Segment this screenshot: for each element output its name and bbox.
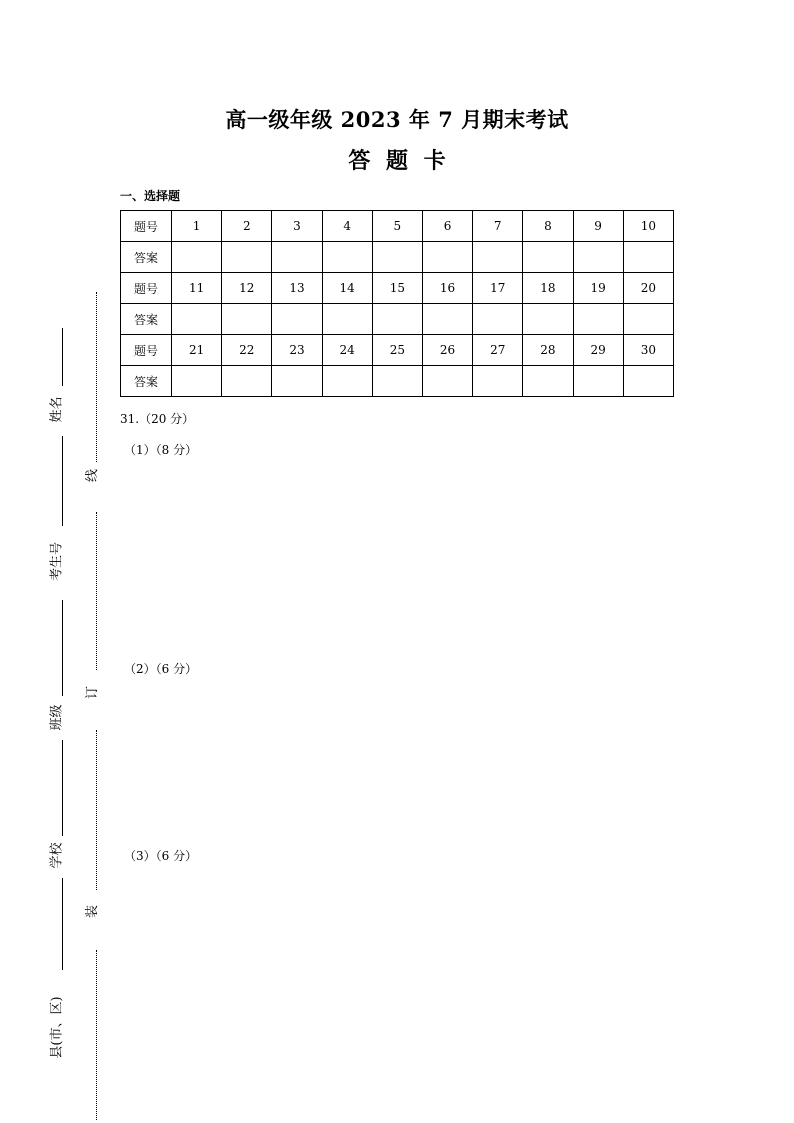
question-31-part-3: （3）（6 分） (124, 849, 198, 863)
row-label-number: 题号 (121, 273, 172, 304)
answer-cell[interactable] (422, 366, 472, 397)
name-field-label: 姓名 (49, 396, 65, 423)
answer-cell[interactable] (623, 366, 673, 397)
answer-cell[interactable] (473, 242, 523, 273)
answer-cell[interactable] (372, 366, 422, 397)
answer-cell[interactable] (272, 304, 322, 335)
school-field-line[interactable] (62, 878, 63, 970)
question-number-cell: 17 (473, 273, 523, 304)
question-number-cell: 6 (422, 211, 472, 242)
table-row (121, 273, 674, 304)
question-number-cell: 13 (272, 273, 322, 304)
question-number-cell: 9 (573, 211, 623, 242)
answer-grid (120, 210, 674, 397)
question-31-part-1: （1）（8 分） (124, 443, 198, 457)
candidate-number-field-label: 考生号 (49, 542, 65, 582)
question-number-cell: 26 (422, 335, 472, 366)
question-number-cell: 25 (372, 335, 422, 366)
page-subtitle: 答 题 卡 (348, 149, 446, 174)
answer-cell[interactable] (272, 242, 322, 273)
question-31-part-2: （2）（6 分） (124, 662, 198, 676)
question-number-cell: 16 (422, 273, 472, 304)
question-number-cell: 8 (523, 211, 573, 242)
seal-marker-line: 线 (85, 468, 101, 483)
answer-cell[interactable] (473, 366, 523, 397)
name-field-line-lower[interactable] (62, 436, 63, 526)
question-number-cell: 29 (573, 335, 623, 366)
answer-cell[interactable] (222, 242, 272, 273)
answer-cell[interactable] (422, 304, 472, 335)
row-label-number: 题号 (121, 335, 172, 366)
seal-dotted-line (96, 512, 97, 670)
answer-cell[interactable] (422, 242, 472, 273)
question-number-cell: 12 (222, 273, 272, 304)
answer-cell[interactable] (473, 304, 523, 335)
question-number-cell: 23 (272, 335, 322, 366)
seal-dotted-line (96, 292, 97, 462)
answer-cell[interactable] (573, 366, 623, 397)
question-number-cell: 30 (623, 335, 673, 366)
school-field-label: 学校 (49, 842, 65, 869)
row-label-answer: 答案 (121, 242, 172, 273)
question-number-cell: 19 (573, 273, 623, 304)
question-number-cell: 27 (473, 335, 523, 366)
row-label-answer: 答案 (121, 366, 172, 397)
answer-cell[interactable] (222, 366, 272, 397)
question-number-cell: 2 (222, 211, 272, 242)
question-number-cell: 4 (322, 211, 372, 242)
question-number-cell: 1 (172, 211, 222, 242)
question-31-heading: 31.（20 分） (120, 412, 195, 426)
county-field-label: 县(市、区) (49, 996, 65, 1059)
question-number-cell: 21 (172, 335, 222, 366)
row-label-number: 题号 (121, 211, 172, 242)
question-number-cell: 10 (623, 211, 673, 242)
row-label-answer: 答案 (121, 304, 172, 335)
answer-cell[interactable] (272, 366, 322, 397)
answer-cell[interactable] (322, 366, 372, 397)
answer-cell[interactable] (372, 242, 422, 273)
page-title: 高一级年级 2023 年 7 月期末考试 (225, 107, 569, 132)
answer-cell[interactable] (172, 304, 222, 335)
question-number-cell: 14 (322, 273, 372, 304)
table-row (121, 304, 674, 335)
class-field-label: 班级 (49, 704, 65, 731)
table-row (121, 335, 674, 366)
table-row (121, 242, 674, 273)
seal-marker-bind: 装 (85, 904, 101, 919)
question-number-cell: 24 (322, 335, 372, 366)
question-number-cell: 3 (272, 211, 322, 242)
answer-cell[interactable] (322, 242, 372, 273)
answer-cell[interactable] (623, 304, 673, 335)
answer-cell[interactable] (523, 304, 573, 335)
answer-cell[interactable] (172, 242, 222, 273)
answer-cell[interactable] (172, 366, 222, 397)
question-number-cell: 20 (623, 273, 673, 304)
question-number-cell: 7 (473, 211, 523, 242)
answer-cell[interactable] (322, 304, 372, 335)
section-heading-multiple-choice: 一、选择题 (120, 189, 181, 203)
question-number-cell: 28 (523, 335, 573, 366)
question-number-cell: 15 (372, 273, 422, 304)
answer-cell[interactable] (523, 366, 573, 397)
question-number-cell: 11 (172, 273, 222, 304)
table-row (121, 366, 674, 397)
table-row (121, 211, 674, 242)
answer-cell[interactable] (573, 304, 623, 335)
answer-cell[interactable] (372, 304, 422, 335)
seal-dotted-line (96, 950, 97, 1120)
answer-cell[interactable] (222, 304, 272, 335)
seal-dotted-line (96, 730, 97, 890)
answer-cell[interactable] (573, 242, 623, 273)
answer-cell[interactable] (623, 242, 673, 273)
seal-marker-staple: 订 (85, 685, 101, 700)
question-number-cell: 22 (222, 335, 272, 366)
question-number-cell: 18 (523, 273, 573, 304)
question-number-cell: 5 (372, 211, 422, 242)
answer-cell[interactable] (523, 242, 573, 273)
